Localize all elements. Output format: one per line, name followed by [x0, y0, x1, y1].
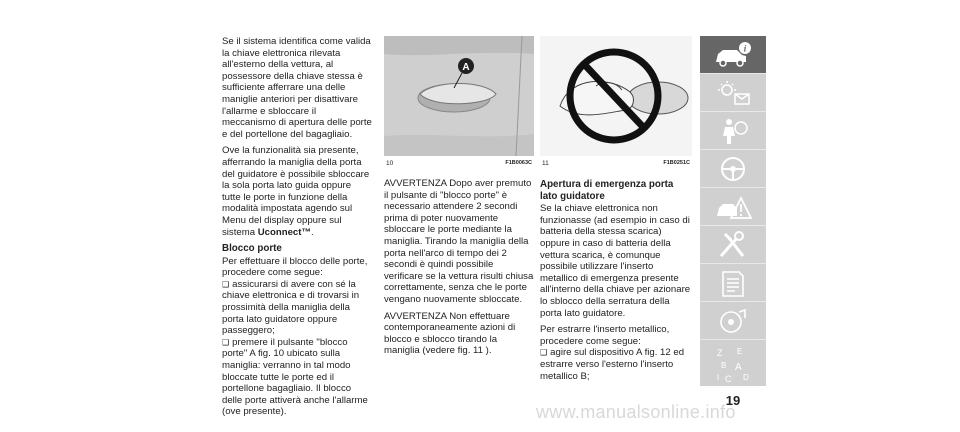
paragraph: Ove la funzionalità sia presente, afferrando la maniglia della porta del guidatore è possibile sbloccare la sola porta lato guida oppure tutte le porte in funzione della modalità impostata agendo sul Menu del display oppure sul sistema Uconnect™.	[222, 145, 370, 238]
svg-text:I: I	[717, 373, 720, 382]
multimedia-icon	[713, 306, 753, 336]
figure-caption: 10 F1B0063C	[386, 160, 532, 167]
bullet-item: ❑ agire sul dispositivo A fig. 12 ed estrarre verso l'esterno l'inserto metallico B;	[540, 347, 692, 382]
technical-data-icon	[713, 268, 753, 298]
prohibited-action-illustration	[540, 36, 692, 156]
emergency-triangle-icon	[713, 192, 753, 222]
warning-lights-icon	[713, 78, 753, 108]
section-heading: Apertura di emergenza porta lato guidatore	[540, 179, 674, 202]
sidebar-item-emergency[interactable]	[700, 188, 766, 226]
svg-text:A: A	[735, 362, 742, 373]
paragraph: Per estrarre l'inserto metallico, procedere come segue:	[540, 324, 670, 347]
svg-text:i: i	[743, 43, 747, 54]
sidebar-item-technical-data[interactable]	[700, 264, 766, 302]
bullet-item: ❑ assicurarsi di avere con sé la chiave elettronica e di trovarsi in prossimità della maniglia della porta lato guidatore oppure passeggero;	[222, 279, 372, 337]
figure-caption: 11 F1B0251C	[542, 160, 690, 167]
callout-label: A	[462, 62, 470, 73]
sidebar-item-maintenance[interactable]	[700, 226, 766, 264]
svg-text:D: D	[743, 373, 749, 382]
warning-paragraph: AVVERTENZA Dopo aver premuto il pulsante di "blocco porte" è necessario attendere 2 secondi prima di poter nuovamente sbloccare le porte mediante la maniglia. Tirando la maniglia della porta nell'arco di tempo dei 2 secondi è quindi possibile verificare se la vettura risulti chiusa correttamente, senza che le porte vengano nuovamente sbloccate.	[384, 178, 534, 305]
sidebar-item-driving[interactable]	[700, 150, 766, 188]
figure-door-handle	[384, 36, 534, 156]
uconnect-brand: Uconnect™	[257, 226, 312, 238]
sidebar-item-car-info[interactable]	[700, 36, 766, 74]
chapter-sidebar	[700, 36, 766, 386]
sidebar-item-safety[interactable]	[700, 112, 766, 150]
paragraph: Per effettuare il blocco delle porte, procedere come segue:	[222, 255, 368, 279]
watermark: www.manualsonline.info	[536, 402, 736, 422]
page-number: 19	[725, 393, 741, 408]
index-icon	[713, 344, 753, 386]
text-column-3	[540, 177, 692, 382]
svg-text:Z: Z	[717, 348, 723, 358]
bullet-item: ❑ premere il pulsante "blocco porte" A fig. 10 ubicato sulla maniglia: verranno in tal modo bloccate tutte le porte ed il portellone bagagliaio. Il blocco delle porte attiverà anche l'allarme (ove presente).	[222, 337, 372, 418]
text-column-2	[384, 178, 534, 362]
svg-text:B: B	[721, 361, 727, 370]
sidebar-item-index[interactable]	[700, 340, 766, 386]
sidebar-item-warning-lights[interactable]	[700, 74, 766, 112]
paragraph: Se la chiave elettronica non funzionasse (ad esempio in caso di batteria della stessa scarica) oppure in caso di batteria della vettura scarica, è comunque possibile utilizzare l'inserto metallico di emergenza presente all'interno della chiave per azionare lo sblocco della serratura della porta lato guidatore.	[540, 203, 691, 319]
paragraph: Se il sistema identifica come valida la chiave elettronica rilevata all'esterno della vettura, al possessore della chiave stessa è sufficiente afferrare una delle maniglie anteriori per disattivare l'allarme e sbloccare il meccanismo di apertura delle porte e del portellone del bagagliaio.	[222, 36, 372, 140]
steering-wheel-icon	[713, 154, 753, 184]
figure-no-simultaneous	[540, 36, 692, 156]
sidebar-item-multimedia[interactable]	[700, 302, 766, 340]
warning-paragraph: AVVERTENZA Non effettuare contemporaneamente azioni di blocco e sblocco tirando la maniglia (vedere fig. 11 ).	[384, 310, 516, 357]
section-heading: Blocco porte	[222, 243, 282, 255]
door-handle-illustration	[384, 36, 534, 156]
maintenance-tools-icon	[713, 230, 753, 260]
svg-text:C: C	[725, 374, 732, 384]
svg-text:E: E	[737, 347, 743, 356]
text-column-1	[222, 36, 372, 418]
car-info-icon	[713, 40, 753, 70]
safety-airbag-icon	[713, 116, 753, 146]
